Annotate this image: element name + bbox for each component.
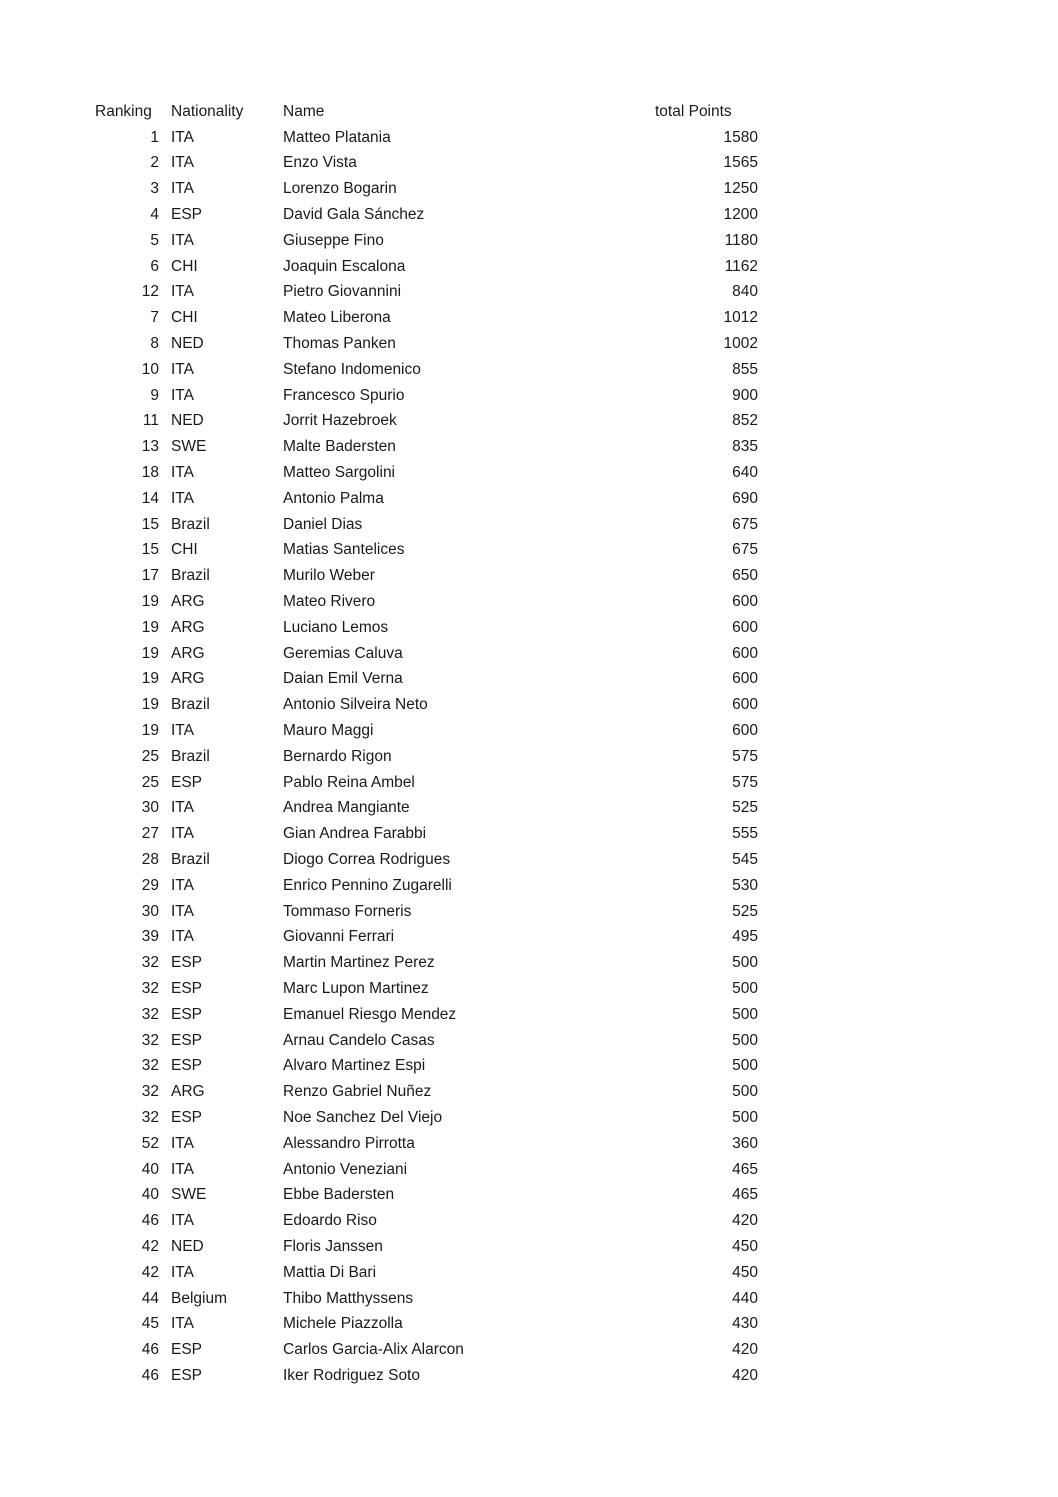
cell-nationality: CHI [171,309,198,327]
cell-total-points: 525 [732,902,758,920]
cell-total-points: 1565 [723,154,758,172]
cell-ranking: 2 [150,154,159,172]
cell-name: Matias Santelices [283,541,405,559]
table-row [89,950,764,976]
cell-total-points: 500 [732,1031,758,1049]
cell-nationality: ESP [171,1005,203,1023]
cell-total-points: 450 [732,1237,758,1255]
cell-nationality: ITA [171,180,194,198]
table-row [89,305,764,331]
cell-total-points: 1200 [723,206,758,224]
cell-ranking: 40 [141,1160,159,1178]
table-row [89,847,764,873]
table-row [89,357,764,383]
cell-name: Antonio Palma [283,489,384,507]
cell-ranking: 9 [150,386,159,404]
cell-name: Mateo Liberona [283,309,391,327]
cell-nationality: ESP [171,1366,203,1384]
cell-total-points: 465 [732,1186,758,1204]
ranking-table-header [89,99,764,125]
cell-ranking: 19 [141,670,159,688]
cell-total-points: 1180 [724,231,758,249]
cell-name: Marc Lupon Martinez [283,979,429,997]
table-row [89,383,764,409]
table-row [89,280,764,306]
cell-total-points: 840 [732,283,758,301]
cell-nationality: Brazil [171,515,210,533]
cell-name: Enrico Pennino Zugarelli [283,876,452,894]
cell-nationality: ITA [171,128,194,146]
cell-nationality: ARG [171,593,205,611]
cell-ranking: 32 [141,954,159,972]
cell-nationality: SWE [171,1186,207,1204]
table-row [89,512,764,538]
cell-name: Mateo Rivero [283,593,376,611]
cell-name: Geremias Caluva [283,644,403,662]
cell-ranking: 32 [141,1108,159,1126]
cell-ranking: 30 [141,902,159,920]
cell-ranking: 27 [141,825,159,843]
cell-ranking: 19 [141,722,159,740]
table-row [89,873,764,899]
cell-ranking: 40 [141,1186,159,1204]
cell-nationality: ESP [171,1031,203,1049]
cell-nationality: ESP [171,979,203,997]
cell-ranking: 18 [141,464,159,482]
cell-total-points: 640 [732,464,758,482]
cell-total-points: 465 [732,1160,758,1178]
cell-name: Edoardo Riso [283,1212,377,1230]
cell-ranking: 42 [141,1263,159,1281]
ranking-table [89,99,764,1389]
table-row [89,718,764,744]
cell-name: Francesco Spurio [283,386,405,404]
cell-ranking: 17 [141,567,159,585]
cell-nationality: CHI [171,541,198,559]
cell-nationality: Belgium [171,1289,227,1307]
cell-ranking: 5 [150,231,159,249]
table-row [89,1260,764,1286]
cell-nationality: NED [171,335,204,353]
cell-total-points: 500 [732,1057,758,1075]
cell-nationality: ARG [171,644,205,662]
cell-ranking: 45 [141,1315,159,1333]
cell-total-points: 650 [732,567,758,585]
cell-name: Matteo Platania [283,128,391,146]
table-row [89,615,764,641]
table-row [89,796,764,822]
cell-ranking: 29 [141,876,159,894]
table-row [89,1131,764,1157]
table-row [89,1182,764,1208]
table-row [89,1208,764,1234]
table-row [89,1234,764,1260]
cell-total-points: 575 [732,747,758,765]
table-row [89,1286,764,1312]
cell-name: Ebbe Badersten [283,1186,395,1204]
cell-nationality: SWE [171,438,207,456]
cell-name: Antonio Silveira Neto [283,696,428,714]
cell-nationality: ESP [171,1108,203,1126]
cell-nationality: ITA [171,722,194,740]
cell-name: Thibo Matthyssens [283,1289,414,1307]
cell-name: David Gala Sánchez [283,206,425,224]
cell-name: Michele Piazzolla [283,1315,403,1333]
cell-name: Tommaso Forneris [283,902,412,920]
cell-name: Iker Rodriguez Soto [283,1366,420,1384]
cell-nationality: ITA [171,1134,194,1152]
cell-nationality: NED [171,1237,204,1255]
cell-name: Thomas Panken [283,335,396,353]
cell-name: Jorrit Hazebroek [283,412,397,430]
cell-name: Carlos Garcia-Alix Alarcon [283,1341,464,1359]
header-ranking: Ranking [95,102,152,120]
cell-ranking: 32 [141,1083,159,1101]
cell-nationality: ITA [171,283,194,301]
cell-ranking: 12 [141,283,159,301]
cell-total-points: 852 [732,412,758,430]
cell-total-points: 545 [732,851,758,868]
cell-nationality: Brazil [171,696,210,714]
cell-total-points: 420 [732,1366,758,1384]
cell-nationality: ESP [171,206,203,224]
cell-total-points: 600 [732,593,758,611]
cell-ranking: 19 [141,644,159,662]
cell-ranking: 13 [141,438,159,456]
table-row [89,1363,764,1389]
cell-nationality: ITA [171,154,194,172]
cell-ranking: 44 [141,1289,159,1307]
cell-total-points: 835 [732,438,758,456]
cell-nationality: ESP [171,773,203,791]
cell-nationality: ARG [171,618,205,636]
cell-nationality: ESP [171,954,203,972]
cell-nationality: ARG [171,1083,205,1101]
cell-ranking: 15 [141,515,159,533]
cell-ranking: 19 [141,593,159,611]
cell-ranking: 25 [141,747,159,765]
cell-name: Lorenzo Bogarin [283,180,397,198]
cell-name: Martin Martinez Perez [283,954,435,972]
cell-name: Daniel Dias [283,515,363,533]
cell-total-points: 600 [732,722,758,740]
cell-nationality: ITA [171,489,194,507]
cell-name: Alvaro Martinez Espi [283,1057,426,1075]
table-row [89,538,764,564]
cell-nationality: ESP [171,1057,203,1075]
cell-nationality: ITA [171,464,194,482]
cell-total-points: 1012 [723,309,758,327]
cell-total-points: 360 [732,1134,758,1152]
cell-ranking: 32 [141,1031,159,1049]
cell-nationality: Brazil [171,567,210,585]
cell-name: Stefano Indomenico [283,360,421,378]
table-row [89,641,764,667]
table-row [89,409,764,435]
cell-total-points: 530 [732,876,758,894]
cell-ranking: 8 [150,335,159,353]
cell-ranking: 14 [141,489,159,507]
cell-ranking: 1 [150,128,159,146]
cell-total-points: 440 [732,1289,758,1307]
table-row [89,176,764,202]
cell-name: Alessandro Pirrotta [283,1134,415,1152]
cell-total-points: 525 [732,799,758,817]
cell-name: Murilo Weber [283,567,375,585]
cell-total-points: 450 [732,1263,758,1281]
cell-total-points: 855 [732,360,758,378]
cell-ranking: 4 [150,206,159,224]
cell-total-points: 1002 [723,335,758,353]
cell-nationality: ARG [171,670,205,688]
table-row [89,692,764,718]
table-row [89,925,764,951]
cell-ranking: 32 [141,979,159,997]
table-row [89,744,764,770]
cell-total-points: 420 [732,1212,758,1230]
cell-total-points: 500 [732,979,758,997]
table-row [89,1002,764,1028]
cell-ranking: 11 [142,412,159,430]
cell-nationality: ITA [171,360,194,378]
cell-ranking: 6 [150,257,159,275]
cell-ranking: 3 [150,180,159,198]
table-row [89,667,764,693]
cell-total-points: 600 [732,696,758,714]
cell-name: Enzo Vista [283,154,357,172]
cell-ranking: 25 [141,773,159,791]
cell-nationality: ESP [171,1341,203,1359]
cell-name: Pietro Giovannini [283,283,402,301]
cell-total-points: 1580 [723,128,758,146]
cell-total-points: 600 [732,644,758,662]
cell-total-points: 675 [732,541,758,559]
table-row [89,151,764,177]
cell-name: Luciano Lemos [283,618,389,636]
table-row [89,1105,764,1131]
cell-name: Renzo Gabriel Nuñez [283,1083,432,1101]
table-row [89,899,764,925]
cell-nationality: Brazil [171,851,210,868]
cell-total-points: 500 [732,954,758,972]
cell-name: Matteo Sargolini [283,464,396,482]
cell-nationality: CHI [171,257,198,275]
cell-total-points: 600 [732,618,758,636]
cell-ranking: 52 [141,1134,159,1152]
table-row [89,1053,764,1079]
table-row [89,202,764,228]
cell-ranking: 46 [141,1341,159,1359]
cell-ranking: 46 [141,1366,159,1384]
table-row [89,125,764,151]
cell-name: Bernardo Rigon [283,747,392,765]
cell-ranking: 46 [141,1212,159,1230]
cell-name: Arnau Candelo Casas [283,1031,435,1049]
cell-total-points: 1162 [724,257,758,275]
table-row [89,1337,764,1363]
cell-name: Floris Janssen [283,1237,383,1255]
cell-nationality: ITA [171,1212,194,1230]
cell-nationality: ITA [171,386,194,404]
header-row [89,99,764,125]
cell-ranking: 30 [141,799,159,817]
cell-name: Daian Emil Verna [283,670,403,688]
cell-total-points: 900 [732,386,758,404]
table-row [89,1311,764,1337]
cell-nationality: ITA [171,825,194,843]
table-row [89,821,764,847]
cell-ranking: 19 [141,696,159,714]
table-row [89,331,764,357]
cell-name: Pablo Reina Ambel [283,773,415,791]
table-row [89,1157,764,1183]
cell-ranking: 7 [150,309,159,327]
cell-total-points: 600 [732,670,758,688]
cell-nationality: ITA [171,1160,194,1178]
table-row [89,228,764,254]
header-total-points: total Points [655,102,732,120]
cell-name: Andrea Mangiante [283,799,410,817]
cell-ranking: 28 [141,851,159,868]
cell-name: Mauro Maggi [283,722,374,740]
cell-name: Antonio Veneziani [283,1160,408,1178]
cell-ranking: 39 [141,928,159,946]
cell-nationality: ITA [171,902,194,920]
cell-name: Emanuel Riesgo Mendez [283,1005,457,1023]
cell-total-points: 500 [732,1083,758,1101]
cell-ranking: 32 [141,1005,159,1023]
cell-name: Mattia Di Bari [283,1263,377,1281]
table-row [89,460,764,486]
header-name: Name [283,102,325,120]
cell-nationality: ITA [171,1315,194,1333]
cell-total-points: 555 [732,825,758,843]
cell-nationality: ITA [171,928,194,946]
cell-total-points: 500 [732,1005,758,1023]
table-row [89,486,764,512]
table-row [89,589,764,615]
cell-name: Joaquin Escalona [283,257,406,275]
cell-name: Noe Sanchez Del Viejo [283,1108,443,1126]
cell-name: Diogo Correa Rodrigues [283,851,451,868]
cell-total-points: 495 [732,928,758,946]
table-row [89,770,764,796]
cell-total-points: 575 [732,773,758,791]
cell-nationality: NED [171,412,204,430]
cell-name: Malte Badersten [283,438,396,456]
cell-ranking: 19 [141,618,159,636]
cell-total-points: 690 [732,489,758,507]
cell-nationality: ITA [171,876,194,894]
cell-total-points: 500 [732,1108,758,1126]
header-nationality: Nationality [171,102,244,120]
table-row [89,254,764,280]
cell-total-points: 430 [732,1315,758,1333]
cell-name: Giuseppe Fino [283,231,384,249]
cell-ranking: 42 [141,1237,159,1255]
table-row [89,434,764,460]
table-row [89,1079,764,1105]
cell-name: Gian Andrea Farabbi [283,825,427,843]
cell-nationality: ITA [171,231,194,249]
cell-total-points: 420 [732,1341,758,1359]
cell-total-points: 1250 [723,180,758,198]
cell-ranking: 15 [141,541,159,559]
cell-nationality: Brazil [171,747,210,765]
table-row [89,976,764,1002]
cell-nationality: ITA [171,799,194,817]
ranking-table-body [89,125,764,1389]
table-row [89,1028,764,1054]
table-row [89,563,764,589]
cell-name: Giovanni Ferrari [283,928,395,946]
cell-total-points: 675 [732,515,758,533]
cell-nationality: ITA [171,1263,194,1281]
cell-ranking: 32 [141,1057,159,1075]
cell-ranking: 10 [141,360,159,378]
